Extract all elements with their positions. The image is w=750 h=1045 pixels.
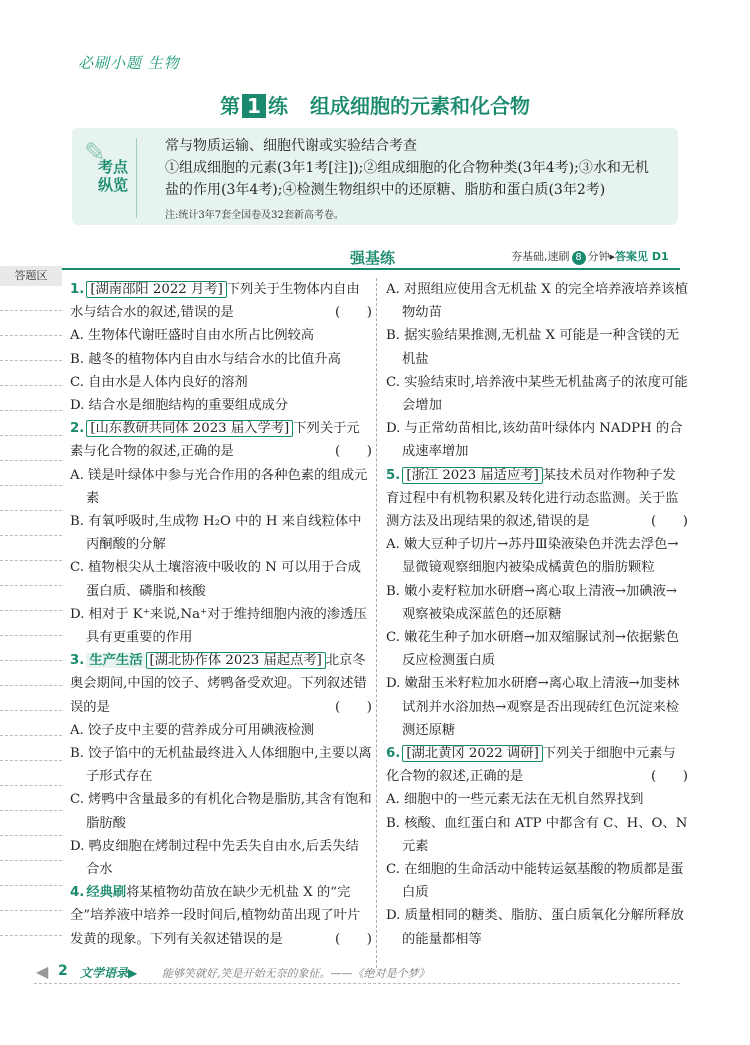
option-d[interactable]: D. 结合水是细胞结构的重要组成成分 <box>70 398 289 414</box>
kaodian-line: 常与物质运输、细胞代谢或实验结合考查 <box>165 138 417 154</box>
section-rule <box>48 268 680 270</box>
option-d[interactable]: D. 与正常幼苗相比,该幼苗叶绿体内 NADPH 的合成速率增加 <box>386 421 683 460</box>
timer-post: 分钟▸ <box>587 250 616 263</box>
option-a[interactable]: A. 嫩大豆种子切片→苏丹Ⅲ染液染色并洗去浮色→显微镜观察细胞内被染成橘黄色的脂肪颗粒 <box>386 537 679 576</box>
option-c[interactable]: C. 植物根尖从土壤溶液中吸收的 N 可以用于合成蛋白质、磷脂和核酸 <box>70 560 361 599</box>
title-main: 组成细胞的元素和化合物 <box>309 94 530 118</box>
page-arrow-icon: ◀ <box>36 962 49 981</box>
option-c[interactable]: C. 自由水是人体内良好的溶剂 <box>70 374 248 390</box>
question-stem: 下列关于生物体内自由水与结合水的叙述,错误的是 <box>70 282 360 321</box>
answer-reference: 答案见 D1 <box>615 250 669 263</box>
question-stem: 某技术员对作物种子发育过程中有机物积累及转化进行动态监测。关于监测方法及出现结果的叙述,错误的是 <box>386 467 679 530</box>
option-d[interactable]: D. 质量相同的糖类、脂肪、蛋白质氧化分解所释放的能量都相等 <box>386 908 684 947</box>
answer-blank[interactable]: ( ) <box>651 769 688 785</box>
question-source: [湖北协作体 2023 届起点考] <box>146 652 326 669</box>
option-a[interactable]: A. 饺子皮中主要的营养成分可用碘液检测 <box>70 722 315 738</box>
answer-blank[interactable]: ( ) <box>335 444 372 460</box>
question-stem: 下列关于元素与化合物的叙述,正确的是 <box>70 421 360 460</box>
option-b[interactable]: B. 饺子馅中的无机盐最终进入人体细胞中,主要以离子形式存在 <box>70 746 372 785</box>
answer-blank[interactable]: ( ) <box>651 514 688 530</box>
question-5 <box>386 464 688 742</box>
kaodian-divider <box>136 138 137 218</box>
title-post: 练 <box>267 94 288 118</box>
question-source: [湖北黄冈 2022 调研] <box>402 745 542 762</box>
option-c[interactable]: C. 烤鸭中含量最多的有机化合物是脂肪,其含有饱和脂肪酸 <box>70 792 372 831</box>
option-d[interactable]: D. 相对于 K⁺来说,Na⁺对于维持细胞内液的渗透压具有更重要的作用 <box>70 606 367 646</box>
option-b[interactable]: B. 据实验结果推测,无机盐 X 可能是一种含镁的无机盐 <box>386 328 680 367</box>
option-c[interactable]: C. 实验结束时,培养液中某些无机盐离子的浓度可能会增加 <box>386 374 688 414</box>
footer-rule <box>34 983 680 985</box>
question-tag: 生产生活 <box>86 653 145 668</box>
page-number: 2 <box>58 963 68 979</box>
question-4 <box>70 881 372 951</box>
page-title <box>0 90 750 119</box>
question-tag: 经典刷 <box>86 885 127 901</box>
question-6 <box>386 742 688 951</box>
kaodian-text <box>165 135 670 201</box>
option-a[interactable]: A. 镁是叶绿体中参与光合作用的各种色素的组成元素 <box>70 467 368 506</box>
option-c[interactable]: C. 嫩花生种子加水研磨→加双缩脲试剂→依据紫色反应检测蛋白质 <box>386 630 680 669</box>
title-pre: 第 <box>220 94 241 118</box>
question-number: 1. <box>70 282 85 297</box>
kaodian-label: 考点纵览 <box>98 158 129 194</box>
answer-area-tab: 答题区 <box>0 266 62 286</box>
question-number: 6. <box>386 746 401 762</box>
option-b[interactable]: B. 核酸、血红蛋白和 ATP 中都含有 C、H、O、N 元素 <box>386 815 688 854</box>
question-source: [浙江 2023 届适应考] <box>402 467 542 484</box>
option-a[interactable]: A. 对照组应使用含无机盐 X 的完全培养液培养该植物幼苗 <box>386 282 688 321</box>
section-title: 强基练 <box>350 249 396 267</box>
timer-badge: 8 <box>572 251 586 265</box>
kaodian-note: 注:统计3年7套全国卷及32套新高考卷。 <box>165 210 344 221</box>
question-3 <box>70 649 372 881</box>
question-1 <box>70 278 372 417</box>
option-c[interactable]: C. 在细胞的生命活动中能转运氨基酸的物质都是蛋白质 <box>386 862 684 901</box>
footer-label: 文学语录▶ <box>80 966 138 980</box>
option-a[interactable]: A. 生物体代谢旺盛时自由水所占比例较高 <box>70 328 315 344</box>
column-divider <box>376 278 378 968</box>
timer-info <box>511 248 669 265</box>
kaodian-line: 盐的作用(3年4考);④检测生物组织中的还原糖、脂肪和蛋白质(3年2考) <box>165 182 606 198</box>
option-b[interactable]: B. 嫩小麦籽粒加水研磨→离心取上清液→加碘液→观察被染成深蓝色的还原糖 <box>386 583 677 622</box>
right-column <box>386 278 688 951</box>
question-stem: 将某植物幼苗放在缺少无机盐 X 的“完全”培养液中培养一段时间后,植物幼苗出现了叶片发黄的现象。下列有关叙述错误的是 <box>70 885 361 947</box>
answer-area[interactable] <box>0 286 62 926</box>
answer-blank[interactable]: ( ) <box>335 699 372 715</box>
question-source: [湖南邵阳 2022 月考] <box>86 281 226 298</box>
question-number: 5. <box>386 467 401 483</box>
question-4-options <box>386 278 688 464</box>
left-column <box>70 278 372 951</box>
option-d[interactable]: D. 嫩甜玉米籽粒加水研磨→离心取上清液→加斐林试剂并水浴加热→观察是否出现砖红色沉淀来检测还原糖 <box>386 676 680 738</box>
answer-blank[interactable]: ( ) <box>335 305 372 321</box>
pen-icon: ✎ <box>84 138 106 168</box>
header-subject: 必刷小题 生物 <box>78 54 180 72</box>
kaodian-line: ①组成细胞的元素(3年1考[注]);②组成细胞的化合物种类(3年4考);③水和无机 <box>165 160 649 176</box>
question-number: 4. <box>70 885 85 901</box>
question-source: [山东教研共同体 2023 届入学考] <box>86 420 293 437</box>
question-stem: 北京冬奥会期间,中国的饺子、烤鸭备受欢迎。下列叙述错误的是 <box>70 653 367 715</box>
timer-pre: 夯基础,速刷 <box>511 250 570 263</box>
question-2 <box>70 417 372 649</box>
question-stem: 下列关于细胞中元素与化合物的叙述,正确的是 <box>386 746 676 785</box>
option-b[interactable]: B. 有氧呼吸时,生成物 H₂O 中的 H 来自线粒体中丙酮酸的分解 <box>70 514 362 553</box>
option-b[interactable]: B. 越冬的植物体内自由水与结合水的比值升高 <box>70 351 341 367</box>
answer-blank[interactable]: ( ) <box>335 931 372 947</box>
title-number: 1 <box>242 94 266 118</box>
question-number: 3. <box>70 653 85 669</box>
footer-quote: 能够笑就好,笑是开始无奈的象征。——《绝对是个梦》 <box>162 967 430 980</box>
option-a[interactable]: A. 细胞中的一些元素无法在无机自然界找到 <box>386 792 644 808</box>
question-number: 2. <box>70 421 85 437</box>
option-d[interactable]: D. 鸭皮细胞在烤制过程中先丢失自由水,后丢失结合水 <box>70 838 359 878</box>
